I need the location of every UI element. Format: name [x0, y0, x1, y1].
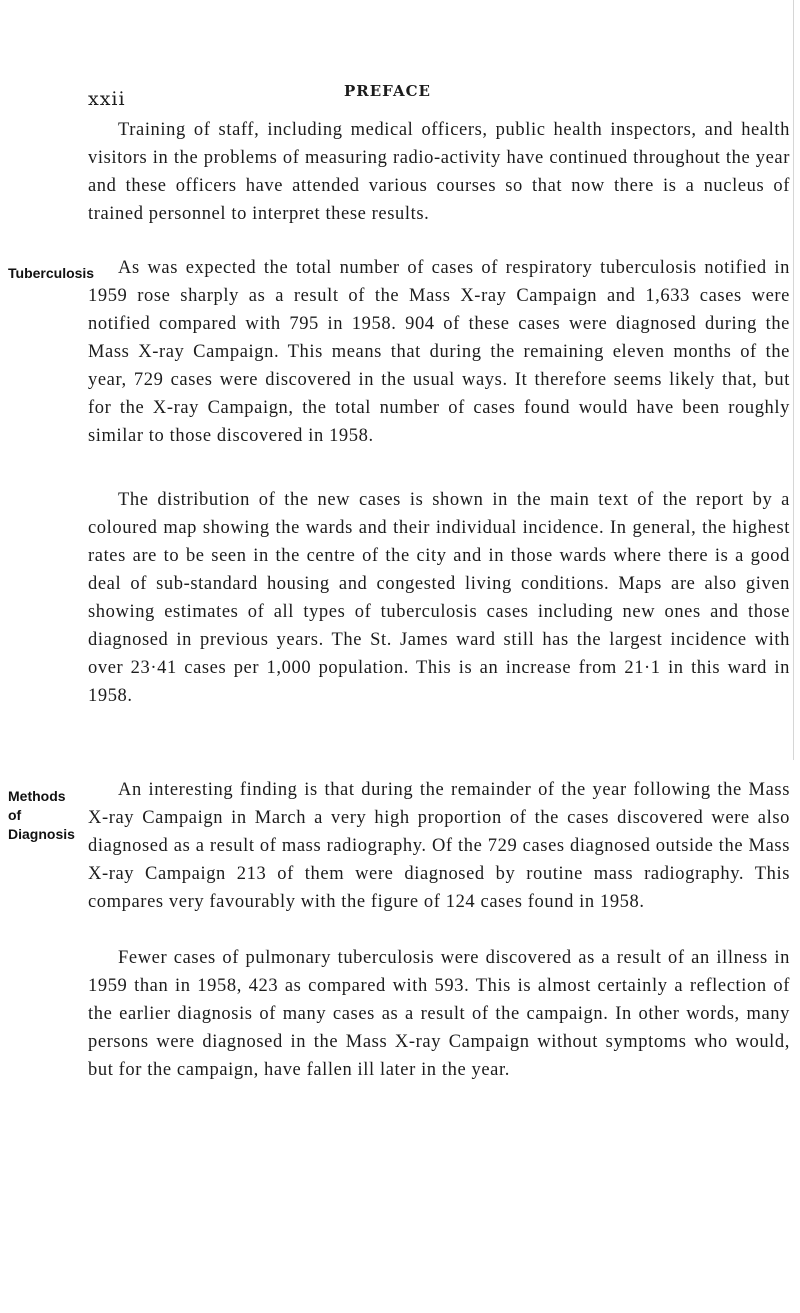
- page-edge-shadow: [793, 0, 800, 760]
- paragraph-distribution-of-cases: The distribution of the new cases is shown in the main text of the report by a coloured map showing the wards and their individual incidence. In general, the highest rates are to be seen in the centre of the city and in those wards where there is a good deal of sub-standard housing and congested living conditions. Maps are also given showing estimates of all types of tuberculosis cases including new ones and those diagnosed in previous years. The St. James ward still has the largest incidence with over 23·41 cases per 1,000 population. This is an increase from 21·1 in this ward in 1958.: [88, 490, 790, 706]
- page-number: xxii: [88, 88, 126, 110]
- paragraph-fewer-cases: Fewer cases of pulmonary tuberculosis were discovered as a result of an illness in 1959 than in 1958, 423 as compared with 593. This is almost certainly a reflection of the earlier diagnosis of many cases as a result of the campaign. In other words, many persons were diagnosed in the Mass X-ray Campaign without symptoms who would, but for the campaign, have fallen ill later in the year.: [88, 948, 790, 1080]
- paragraph-interesting-finding: An interesting finding is that during the remainder of the year following the Mass X-ray Campaign in March a very high proportion of the cases discovered were also diagnosed as a result of mass radiography. Of the 729 cases diagnosed outside the Mass X-ray Campaign 213 of them were diagnosed by routine mass radiography. This compares very favourably with the figure of 124 cases found in 1958.: [88, 780, 790, 912]
- margin-note-methods-of-diagnosis: Methods of Diagnosis: [8, 788, 75, 842]
- running-title: PREFACE: [344, 82, 431, 100]
- paragraph-staff-training: Training of staff, including medical officers, public health inspectors, and health visitors in the problems of measuring radio-activity have continued throughout the year and these officers have attended various courses so that now there is a nucleus of trained personnel to interpret these results.: [88, 120, 790, 224]
- paragraph-tuberculosis-notifications: As was expected the total number of cases of respiratory tuberculosis notified in 1959 rose sharply as a result of the Mass X-ray Campaign and 1,633 cases were notified compared with 795 in 1958. 904 of these cases were diagnosed during the Mass X-ray Campaign. This means that during the remaining eleven months of the year, 729 cases were discovered in the usual ways. It therefore seems likely that, but for the X-ray Campaign, the total number of cases found would have been roughly similar to those discovered in 1958.: [88, 258, 790, 446]
- margin-note-tuberculosis: Tuberculosis: [8, 265, 95, 281]
